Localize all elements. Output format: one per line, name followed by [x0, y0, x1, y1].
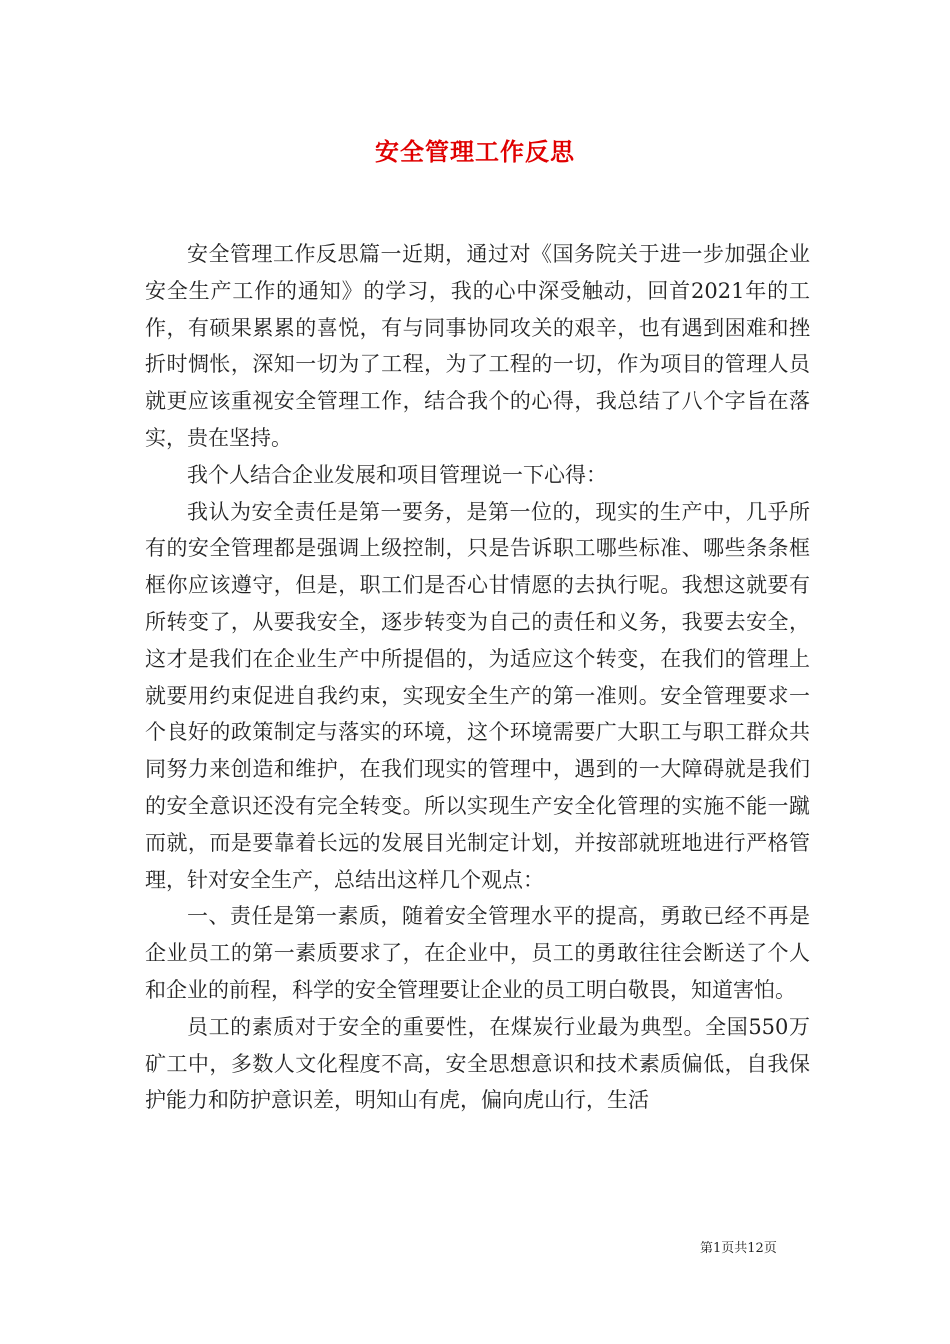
document-body: [145, 236, 810, 1119]
paragraph-5: 员工的素质对于安全的重要性，在煤炭行业最为典型。全国550万矿工中，多数人文化程度不高，安全思想意识和技术素质偏低，自我保护能力和防护意识差，明知山有虎，偏向虎山行，生活: [145, 1014, 810, 1113]
paragraph-2: 我个人结合企业发展和项目管理说一下心得：: [187, 462, 607, 487]
page-number: 第1页共12页: [700, 1241, 777, 1256]
document-title: 安全管理工作反思: [375, 137, 575, 166]
paragraph-4: 一、责任是第一素质，随着安全管理水平的提高，勇敢已经不再是企业员工的第一素质要求了，在企业中，员工的勇敢往往会断送了个人和企业的前程，科学的安全管理要让企业的员工明白敬畏，知道害怕。: [145, 904, 810, 1002]
paragraph-1: 安全管理工作反思篇一近期，通过对《国务院关于进一步加强企业安全生产工作的通知》的学习，我的心中深受触动，回首2021年的工作，有硕果累累的喜悦，有与同事协同攻关的艰辛，也有遇到困难和挫折时惆怅，深知一切为了工程，为了工程的一切，作为项目的管理人员就更应该重视安全管理工作，结合我个的心得，我总结了八个字旨在落实，贵在坚持。: [145, 242, 810, 450]
paragraph-3: 我认为安全责任是第一要务，是第一位的，现实的生产中，几乎所有的安全管理都是强调上级控制，只是告诉职工哪些标准、哪些条条框框你应该遵守，但是，职工们是否心甘情愿的去执行呢。我想这就要有所转变了，从要我安全，逐步转变为自己的责任和义务，我要去安全，这才是我们在企业生产中所提倡的，为适应这个转变，在我们的管理上就要用约束促进自我约束，实现安全生产的第一准则。安全管理要求一个良好的政策制定与落实的环境，这个环境需要广大职工与职工群众共同努力来创造和维护，在我们现实的管理中，遇到的一大障碍就是我们的安全意识还没有完全转变。所以实现生产安全化管理的实施不能一蹴而就，而是要靠着长远的发展目光制定计划，并按部就班地进行严格管理，针对安全生产，总结出这样几个观点：: [145, 499, 810, 892]
